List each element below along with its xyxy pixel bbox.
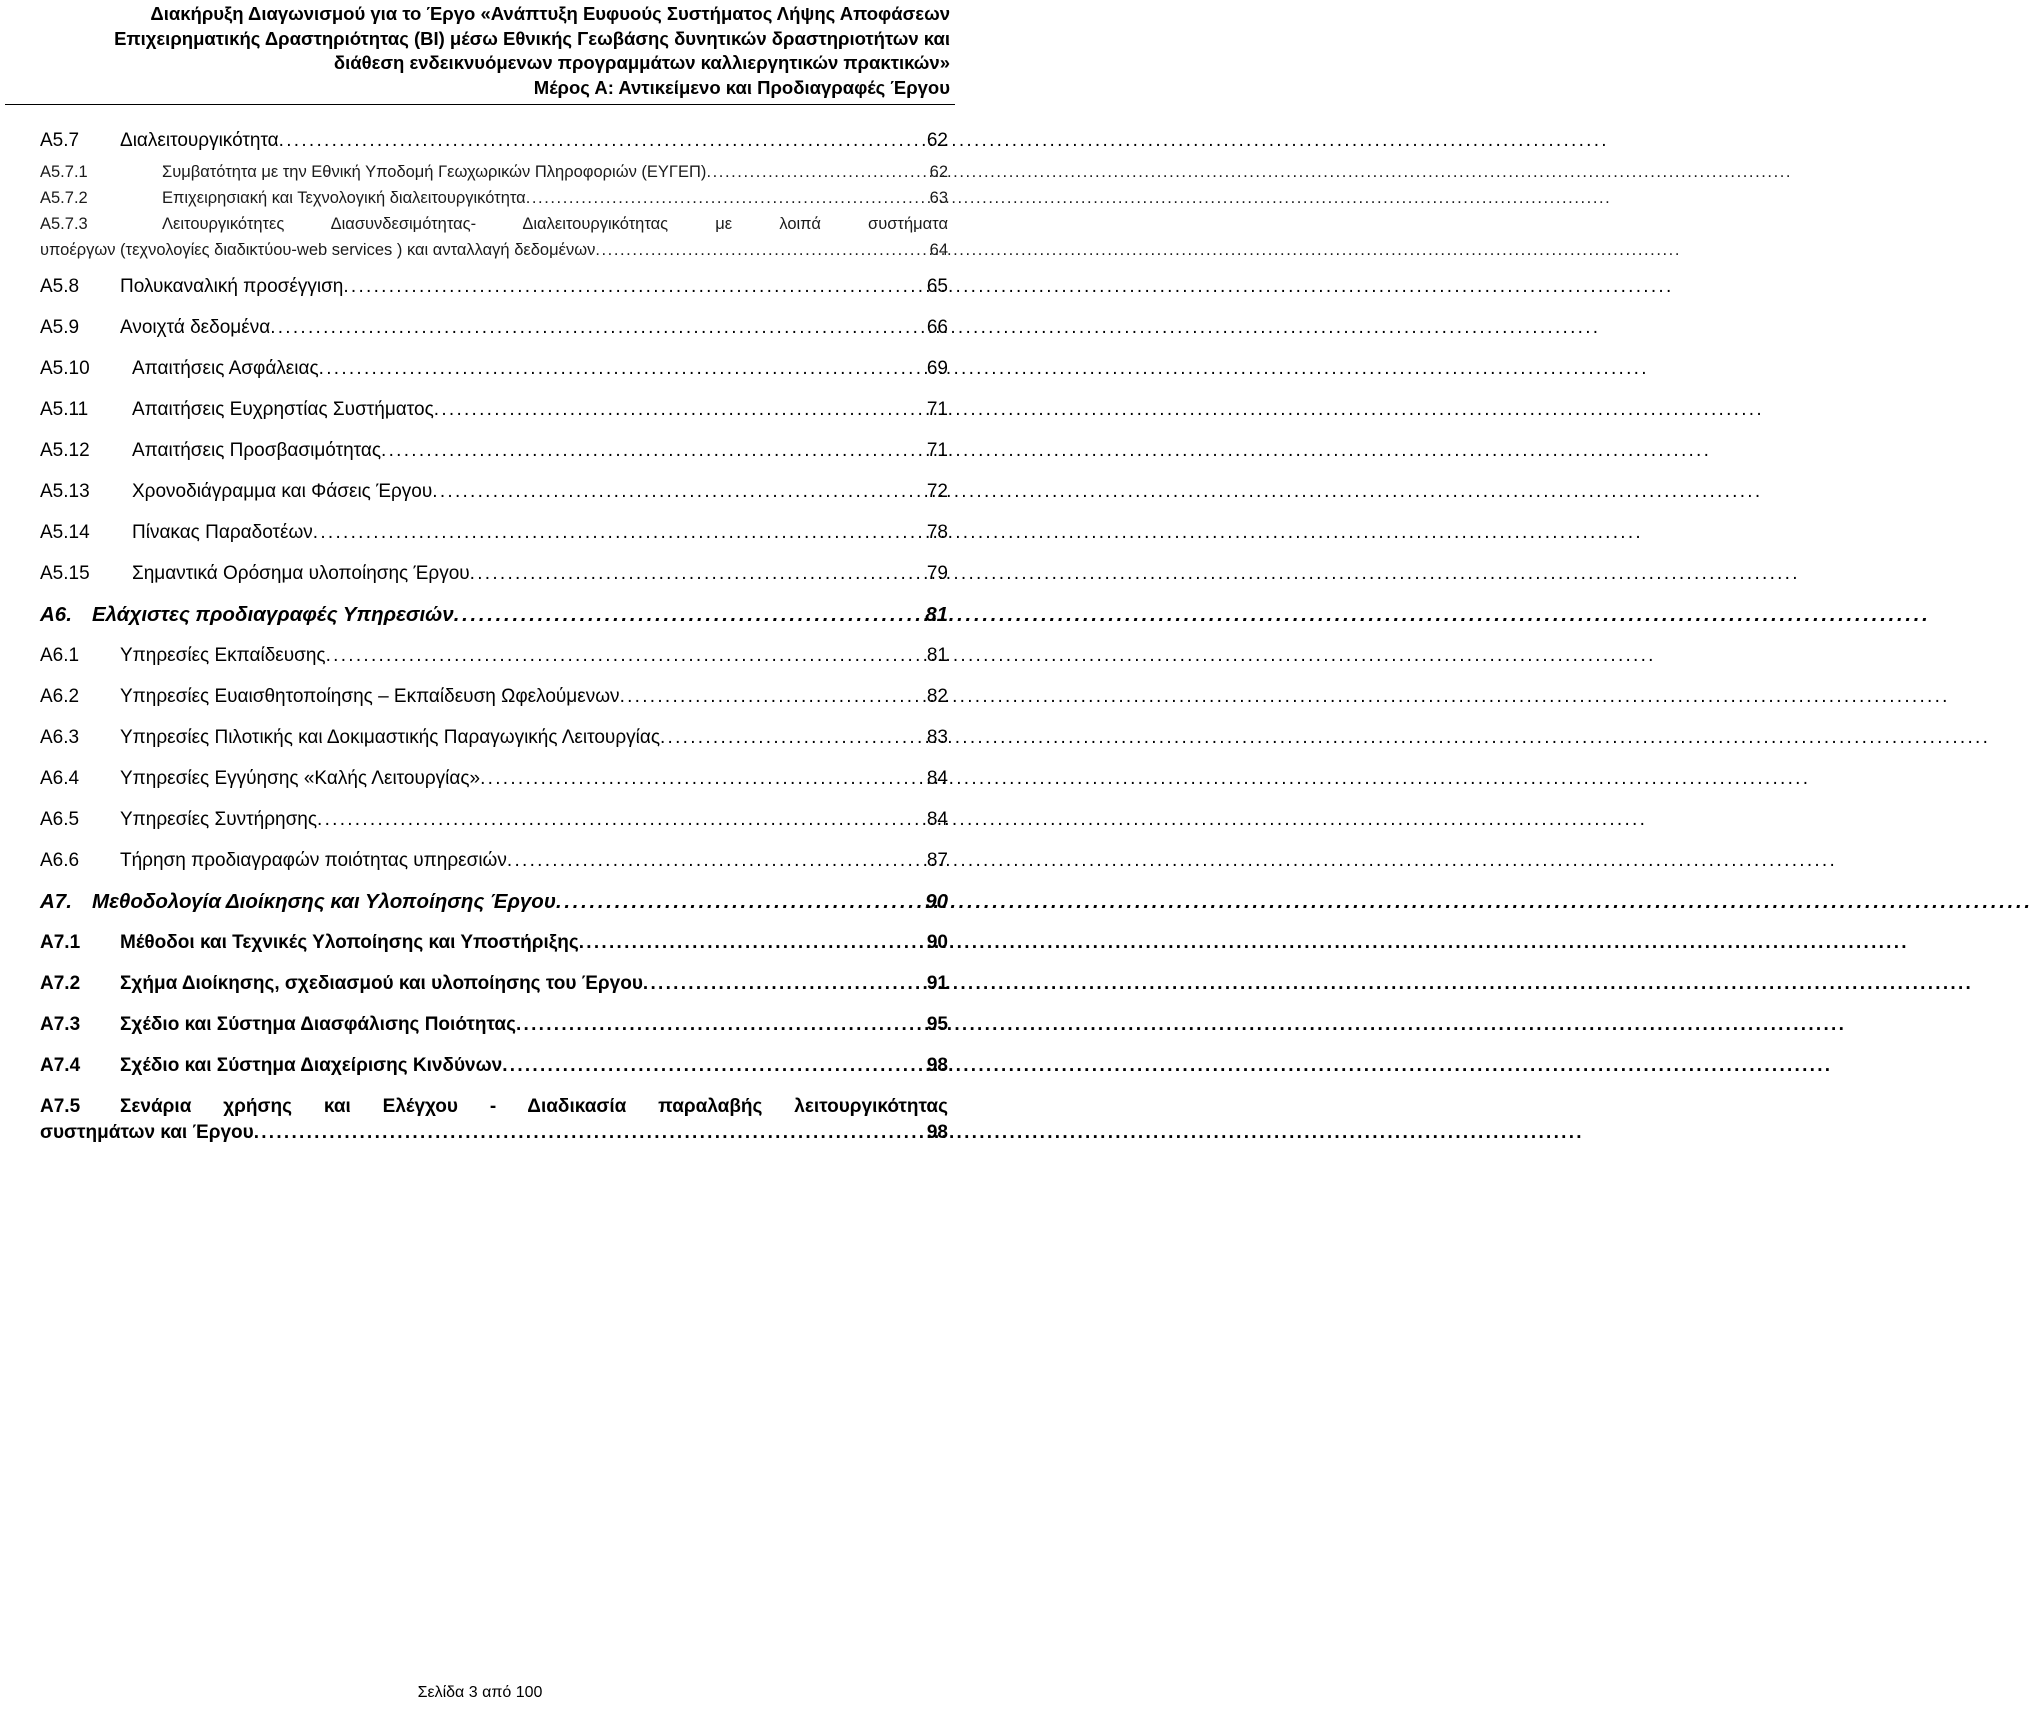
toc-entry-page: 81 <box>925 603 948 626</box>
toc-entry-title: Ανοιχτά δεδομένα <box>120 317 271 338</box>
toc-dot-leader <box>556 890 923 914</box>
toc-entry-page: 62 <box>929 163 948 181</box>
toc-dot-leader <box>516 1014 925 1036</box>
toc-entry-page: 90 <box>926 932 948 953</box>
toc-entry-number: Α5.14 <box>40 522 90 543</box>
toc-entry-title: Μέθοδοι και Τεχνικές Υλοποίησης και Υποστήριξης <box>120 932 579 953</box>
toc-entry-number: Α7.5 <box>40 1096 81 1117</box>
toc-entry-page: 98 <box>926 1122 948 1143</box>
toc-entry-page: 65 <box>926 276 948 297</box>
toc-entry-number: Α5.10 <box>40 358 90 379</box>
toc-entry-page: 81 <box>926 645 948 666</box>
toc-entry-number: Α6.3 <box>40 727 80 748</box>
toc-entry-number: Α5.7.2 <box>40 189 88 207</box>
toc-entry-title: Χρονοδιάγραμμα και Φάσεις Έργου <box>132 481 433 502</box>
toc-dot-leader <box>595 241 927 260</box>
toc-entry-title: Απαιτήσεις Προσβασιμότητας <box>132 440 382 461</box>
toc-entry-page: 72 <box>926 481 948 502</box>
toc-dot-leader <box>326 645 925 667</box>
toc-entry-continuation[interactable] <box>40 1122 948 1144</box>
toc-entry-number: Α5.7 <box>40 130 80 151</box>
toc-entry-title: Επιχειρησιακή και Τεχνολογική διαλειτουργικότητα <box>162 189 526 207</box>
toc-entry[interactable] <box>40 189 948 208</box>
toc-entry-number: Α5.15 <box>40 563 90 584</box>
toc-dot-leader <box>507 850 925 872</box>
toc-entry-title: Μεθοδολογία Διοίκησης και Υλοποίησης Έργου <box>92 890 556 913</box>
toc-dot-leader <box>270 317 925 339</box>
header-line-1: Διακήρυξη Διαγωνισμού για το Έργο «Ανάπτυξη Ευφυούς Συστήματος Λήψης Αποφάσεων <box>150 3 950 24</box>
toc-entry-number: Α5.13 <box>40 481 90 502</box>
toc-entry[interactable] <box>40 768 948 790</box>
toc-dot-leader <box>660 727 925 749</box>
toc-dot-leader <box>343 276 924 298</box>
toc-entry[interactable] <box>40 645 948 667</box>
toc-dot-leader <box>432 481 925 503</box>
toc-entry-page: 64 <box>929 241 948 259</box>
toc-entry[interactable] <box>40 850 948 872</box>
toc-dot-leader <box>579 932 925 954</box>
toc-entry-title: Υπηρεσίες Εκπαίδευσης <box>120 645 326 666</box>
toc-section-entry[interactable] <box>40 890 948 914</box>
toc-entry-title: Απαιτήσεις Ευχρηστίας Συστήματος <box>132 399 434 420</box>
toc-entry[interactable] <box>40 130 948 152</box>
toc-entry[interactable] <box>40 686 948 708</box>
toc-entry-page: 83 <box>926 727 948 748</box>
toc-entry-number: Α7.3 <box>40 1014 81 1035</box>
toc-entry-title: Σχέδιο και Σύστημα Διαχείρισης Κινδύνων <box>120 1055 503 1076</box>
toc-entry-page: 71 <box>926 440 948 461</box>
toc-entry[interactable] <box>40 215 948 234</box>
toc-entry-number: Α6.4 <box>40 768 80 789</box>
toc-entry[interactable] <box>40 399 948 421</box>
toc-entry-number: Α6.1 <box>40 645 80 666</box>
toc-dot-leader <box>706 163 927 182</box>
toc-entry-title: Σχέδιο και Σύστημα Διασφάλισης Ποιότητας <box>120 1014 516 1035</box>
toc-entry-number: Α7.1 <box>40 932 81 953</box>
toc-entry-title: Υπηρεσίες Συντήρησης <box>120 809 318 830</box>
toc-dot-leader <box>254 1122 925 1144</box>
toc-entry-page: 66 <box>926 317 948 338</box>
toc-entry-page: 84 <box>926 809 948 830</box>
toc-entry-page: 91 <box>926 973 948 994</box>
toc-entry[interactable] <box>40 932 948 954</box>
toc-dot-leader <box>434 399 925 421</box>
toc-entry-number: Α5.8 <box>40 276 80 297</box>
toc-entry-number: Α5.12 <box>40 440 90 461</box>
toc-dot-leader <box>279 130 925 152</box>
toc-entry-number: Α6.2 <box>40 686 80 707</box>
toc-entry-title: Σχήμα Διοίκησης, σχεδιασμού και υλοποίησης του Έργου <box>120 973 643 994</box>
toc-entry[interactable] <box>40 973 948 995</box>
toc-entry-title: Ελάχιστες προδιαγραφές Υπηρεσιών <box>92 603 454 626</box>
toc-entry-title: Σενάρια χρήσης και Ελέγχου - Διαδικασία παραλαβής λειτουργικότητας <box>120 1096 948 1117</box>
toc-entry-number: Α5.9 <box>40 317 80 338</box>
toc-entry-title: Συμβατότητα με την Εθνική Υποδομή Γεωχωρικών Πληροφοριών (ΕΥΓΕΠ) <box>162 163 707 181</box>
toc-entry[interactable] <box>40 563 948 585</box>
toc-entry-number: Α7.2 <box>40 973 81 994</box>
toc-entry-title: Τήρηση προδιαγραφών ποιότητας υπηρεσιών <box>120 850 507 871</box>
toc-dot-leader <box>313 522 925 544</box>
toc-entry-page: 98 <box>926 1055 948 1076</box>
toc-dot-leader <box>470 563 925 585</box>
toc-dot-leader <box>480 768 925 790</box>
toc-entry-title: Πολυκαναλική προσέγγιση <box>120 276 344 297</box>
toc-entry-page: 69 <box>926 358 948 379</box>
toc-entry[interactable] <box>40 522 948 544</box>
page-footer: Σελίδα 3 από 100 <box>417 1684 543 1701</box>
toc-entry[interactable] <box>40 481 948 503</box>
toc-entry-continuation[interactable] <box>40 241 948 260</box>
toc-entry-title: Υπηρεσίες Εγγύησης «Καλής Λειτουργίας» <box>120 768 481 789</box>
toc-entry[interactable] <box>40 1096 948 1118</box>
toc-entry-number: Α6.5 <box>40 809 80 830</box>
toc-entry-page: 63 <box>929 189 948 207</box>
toc-entry-number: Α7. <box>40 890 72 913</box>
toc-entry-title: Πίνακας Παραδοτέων <box>132 522 313 543</box>
toc-entry-title-continued: υποέργων (τεχνολογίες διαδικτύου-web services ) και ανταλλαγή δεδομένων <box>40 241 596 259</box>
toc-entry-title: Απαιτήσεις Ασφάλειας <box>132 358 319 379</box>
toc-entry-page: 84 <box>926 768 948 789</box>
toc-entry[interactable] <box>40 809 948 831</box>
toc-entry[interactable] <box>40 1055 948 1077</box>
header-line-4: Μέρος Α: Αντικείμενο και Προδιαγραφές Έργου <box>533 76 950 98</box>
toc-entry[interactable] <box>40 276 948 298</box>
toc-entry[interactable] <box>40 317 948 339</box>
toc-entry-title: Σημαντικά Ορόσημα υλοποίησης Έργου <box>132 563 470 584</box>
toc-entry[interactable] <box>40 440 948 462</box>
toc-entry-number: Α7.4 <box>40 1055 81 1076</box>
toc-entry[interactable] <box>40 727 948 749</box>
toc-entry-number: Α6.6 <box>40 850 80 871</box>
header-line-3: διάθεση ενδεικνυόμενων προγραμμάτων καλλιεργητικών πρακτικών» <box>333 52 950 73</box>
toc-entry-title-continued: συστημάτων και Έργου <box>40 1122 254 1143</box>
toc-entry-page: 90 <box>925 890 948 913</box>
table-of-contents <box>0 0 960 1718</box>
toc-entry-page: 62 <box>926 130 948 151</box>
toc-dot-leader <box>317 809 925 831</box>
toc-entry-number: Α5.11 <box>40 399 89 420</box>
toc-entry-title: Διαλειτουργικότητα <box>120 130 279 151</box>
toc-dot-leader <box>502 1055 925 1077</box>
toc-dot-leader <box>620 686 925 708</box>
toc-dot-leader <box>381 440 925 462</box>
toc-dot-leader <box>319 358 925 380</box>
toc-entry-number: Α5.7.3 <box>40 215 88 233</box>
toc-entry[interactable] <box>40 163 948 182</box>
header-line-2: Επιχειρηματικής Δραστηριότητας (BI) μέσω Εθνικής Γεωβάσης δυνητικών δραστηριοτήτων και <box>114 27 950 49</box>
toc-dot-leader <box>526 189 928 208</box>
toc-dot-leader <box>454 603 923 627</box>
toc-entry-number: Α6. <box>40 603 72 626</box>
toc-entry-page: 82 <box>926 686 948 707</box>
toc-entry-page: 95 <box>926 1014 948 1035</box>
toc-entry[interactable] <box>40 358 948 380</box>
toc-entry-page: 78 <box>926 522 948 543</box>
toc-entry-page: 79 <box>926 563 948 584</box>
toc-entry-title: Υπηρεσίες Ευαισθητοποίησης – Εκπαίδευση Ωφελούμενων <box>120 686 620 707</box>
toc-entry[interactable] <box>40 1014 948 1036</box>
toc-entry-title: Λειτουργικότητες Διασυνδεσιμότητας- Διαλειτουργικότητας με λοιπά συστήματα <box>162 215 948 233</box>
toc-dot-leader <box>643 973 925 995</box>
toc-entry-page: 87 <box>926 850 948 871</box>
toc-section-entry[interactable] <box>40 603 948 627</box>
toc-entry-title: Υπηρεσίες Πιλοτικής και Δοκιμαστικής Παραγωγικής Λειτουργίας <box>120 727 660 748</box>
toc-entry-page: 71 <box>926 399 948 420</box>
toc-entry-number: Α5.7.1 <box>40 163 88 181</box>
